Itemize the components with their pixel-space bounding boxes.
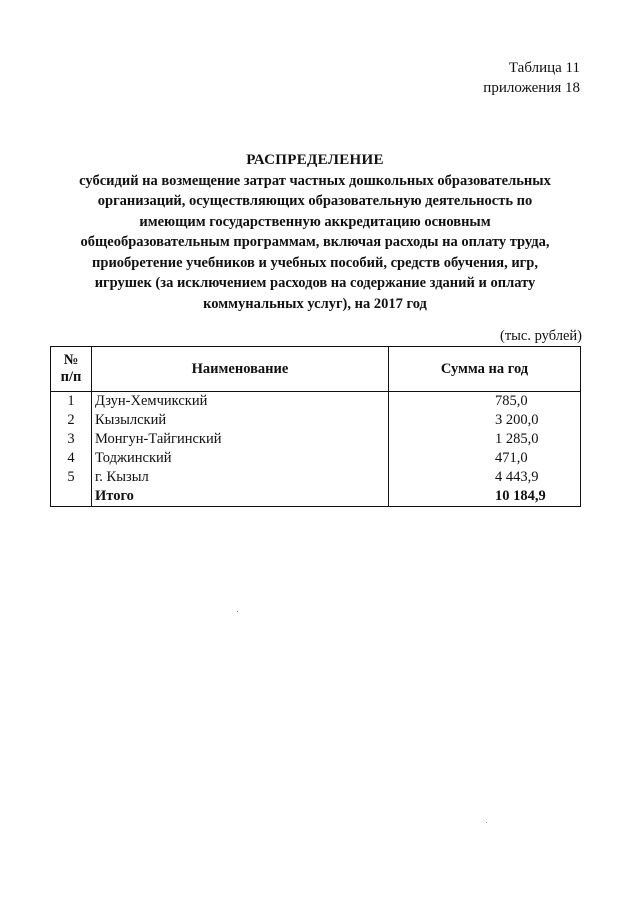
document-title [50,150,580,314]
distribution-table [50,346,581,507]
title-line: общеобразовательным программам, включая расходы на оплату труда, [80,234,550,250]
row-number: 1 [51,392,92,412]
row-name: Дзун-Хемчикский [92,392,389,412]
table-total-row [51,487,581,507]
table-header-row [51,347,581,392]
row-number: 5 [51,468,92,487]
header-number [51,347,92,392]
row-sum: 471,0 [389,449,581,468]
header-number-abbr: п/п [60,369,82,385]
annex-reference [483,58,580,98]
title-heading: РАСПРЕДЕЛЕНИЕ [246,152,384,168]
annex-appendix-number: приложения 18 [483,80,580,96]
title-line: имеющим государственную аккредитацию основным [139,213,491,230]
row-name: Монгун-Тайгинский [92,430,389,449]
row-sum: 3 200,0 [389,411,581,430]
row-sum: 1 285,0 [389,430,581,449]
row-number: 3 [51,430,92,449]
title-line: субсидий на возмещение затрат частных дошкольных образовательных [79,172,551,189]
row-number: 4 [51,449,92,468]
header-name: Наименование [92,347,389,392]
row-name: Тоджинский [92,449,389,468]
row-sum: 4 443,9 [389,468,581,487]
total-label: Итого [92,487,389,507]
row-number: 2 [51,411,92,430]
table-row [51,392,581,412]
table-row [51,468,581,487]
annex-table-number: Таблица 11 [508,60,580,76]
scan-speck [486,822,487,823]
total-sum: 10 184,9 [389,487,581,507]
title-line: организаций, осуществляющих образовательную деятельность по [97,193,533,209]
header-sum: Сумма на год [389,347,581,392]
title-line: приобретение учебников и учебных пособий, средств обучения, игр, [92,254,538,271]
total-number [51,487,92,507]
row-sum: 785,0 [389,392,581,412]
table-row [51,430,581,449]
title-line: коммунальных услуг), на 2017 год [203,295,427,312]
units-note: (тыс. рублей) [500,328,582,344]
table-row [51,411,581,430]
table-row [51,449,581,468]
scan-speck [237,611,238,612]
header-number-symbol: № [63,352,79,368]
row-name: Кызылский [92,411,389,430]
row-name: г. Кызыл [92,468,389,487]
title-line: игрушек (за исключением расходов на содержание зданий и оплату [94,275,536,291]
